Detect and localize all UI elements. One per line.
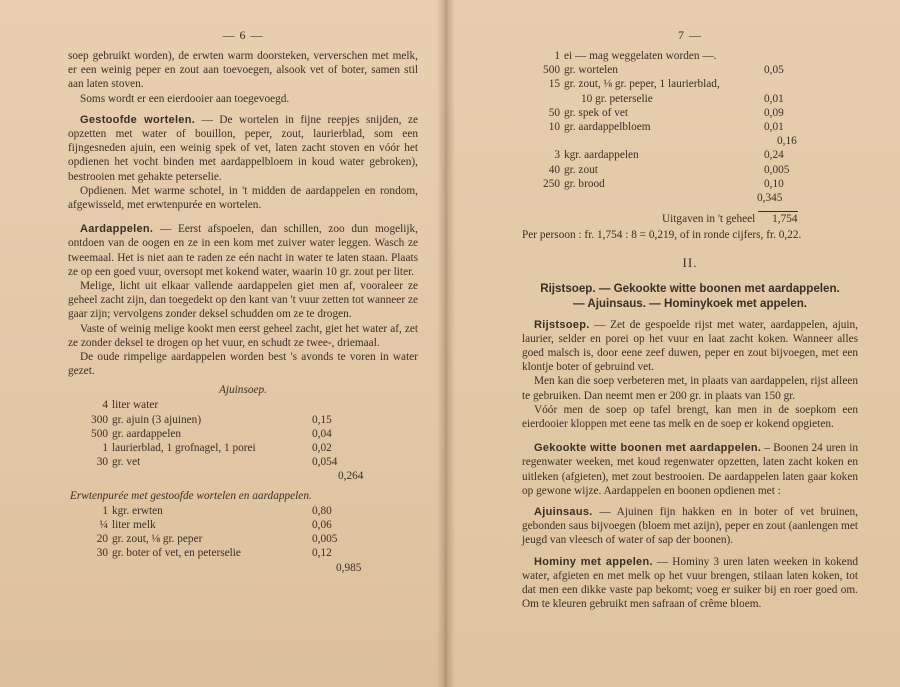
ingredient-row — [78, 427, 337, 441]
ingredient-name: laurierblad, 1 grofnagel, 1 porei — [112, 442, 256, 455]
ingredient-price: 0,054 — [312, 456, 338, 469]
ajuinsoep-total: 0,264 — [338, 470, 364, 483]
section-title-line-1: Rijstsoep. — Gekookte witte boonen met aardappelen. — [540, 281, 840, 295]
ingredient-row — [78, 546, 337, 560]
ingredient-quantity: 250 — [543, 177, 560, 190]
ingredient-row — [530, 106, 784, 120]
ingredient-name: liter melk — [112, 518, 156, 531]
section-title-line-2: — Ajuinsaus. — Hominykoek met appelen. — [572, 296, 808, 310]
ingredient-quantity: 1 — [554, 50, 560, 62]
aardappelen-paragraph-2: Melige, licht uit elkaar vallende aardappelen giet men af, vooraleer ze geheel zacht zijn, dan toegedekt op den kant van 't vuur zetten tot wanneer ze gaar zijn; vervolgens zonder deksel schudden om ze te drogen. — [68, 280, 418, 321]
ingredient-name: gr. boter of vet, en peterselie — [112, 547, 241, 560]
uitgaven-line — [522, 211, 858, 226]
ingredient-quantity: 500 — [91, 427, 108, 440]
aardappelen-heading: Aardappelen. — [80, 223, 154, 236]
ingredient-quantity: 10 — [548, 121, 560, 134]
intro-note: Soms wordt er een eierdooier aan toegevoegd. — [80, 92, 290, 105]
ingredient-quantity: 500 — [543, 64, 560, 77]
ingredient-row — [530, 77, 784, 91]
ingredient-name: liter water — [112, 399, 159, 412]
ingredient-quantity: ¼ — [99, 518, 108, 531]
rijstsoep-paragraph-3: Vóór men de soep op tafel brengt, kan men in de soepkom een eierdooier kloppen met eene tas melk en de soep er kokend opgieten. — [522, 403, 858, 431]
ingredient-price: 0,09 — [764, 106, 784, 119]
ajuinsaus-paragraph: Ajuinsaus. — Ajuinen fijn hakken en in boter of vet bruinen, gebonden saus bijvoegen (bloem met azijn), peper en zout (aanlengen met jeugd van vleesch of water of sap der boonen). — [522, 506, 858, 547]
ingredient-row — [78, 504, 337, 518]
ingredient-price: 0,01 — [764, 121, 784, 134]
wortelen-paragraph: Gestoofde wortelen. — De wortelen in fijne reepjes snijden, ze opzetten met water of bouillon, peper, zout, laurierblad, som een fijngesneden ajuin, een weinig spek of vet, laten zacht stoven en vóór het opdienen het vocht binden met aardappelbloem in koud water gebroken), bestrooien met gehakte peterselie. — [68, 113, 418, 183]
ingredient-row — [78, 518, 337, 532]
ingredient-price: 0,15 — [312, 413, 332, 426]
ingredient-row — [530, 63, 784, 77]
ingredient-price: 0,005 — [312, 533, 338, 546]
ingredient-name: ei — mag weggelaten worden —. — [564, 50, 717, 62]
ingredient-quantity: 30 — [96, 547, 108, 560]
puree-title: Erwtenpurée met gestoofde wortelen en aardappelen. — [70, 489, 312, 502]
ingredient-quantity: 40 — [548, 163, 560, 176]
ingredient-name: gr. aardappelen — [112, 427, 182, 440]
ingredient-row — [78, 532, 337, 546]
ingredient-name: kgr. aardappelen — [564, 149, 639, 162]
ingredient-name: gr. vet — [112, 456, 141, 469]
ingredient-name: gr. wortelen — [564, 64, 618, 77]
ingredient-name: gr. spek of vet — [564, 106, 629, 119]
ingredient-name: gr. zout, ⅛ gr. peper, 1 laurierblad, — [564, 78, 720, 91]
page-number: — 6 — — [222, 28, 264, 42]
rijstsoep-paragraph: Rijstsoep. — Zet de gespoelde rijst met water, aardappelen, ajuin, laurier, selder en porei op het vuur en laat zacht koken. Wanneer alles goed malsch is, door eene zeef duwen, peper en zout bijvoegen, met een klontje boter of gebruind vet. — [522, 318, 858, 374]
ingredient-price — [764, 49, 784, 63]
wortelen-serving: Opdienen. Met warme schotel, in 't midden de aardappelen en rondom, afgewisseld, met erwtenpurée en wortelen. — [68, 184, 418, 212]
ingredient-quantity: 1 — [102, 442, 108, 455]
ingredient-row — [530, 120, 784, 134]
ingredient-row — [78, 398, 337, 412]
ingredient-price: 0,01 — [764, 92, 784, 105]
ingredient-row — [530, 148, 789, 162]
left-page — [0, 0, 446, 687]
ingredient-price: 0,02 — [312, 442, 332, 455]
ajuinsaus-heading: Ajuinsaus. — [534, 506, 593, 519]
puree-total: 0,985 — [336, 561, 362, 574]
ingredient-name: gr. zout — [564, 163, 598, 176]
aardappelen-paragraph-4: De oude rimpelige aardappelen worden best 's avonds te voren in water gezet. — [68, 351, 418, 378]
ingredient-name: gr. ajuin (3 ajuinen) — [112, 413, 202, 426]
ingredient-price: 0,005 — [764, 163, 790, 176]
puree-table — [78, 504, 337, 561]
rijstsoep-heading: Rijstsoep. — [534, 318, 590, 331]
page-number: 7 — — [678, 28, 702, 42]
subtotal-2: 0,345 — [757, 192, 783, 205]
ingredient-quantity: 50 — [548, 106, 560, 119]
ingredient-row — [530, 49, 784, 63]
ingredient-price — [764, 77, 784, 91]
ingredient-name: kgr. erwten — [112, 504, 163, 517]
hominy-paragraph: Hominy met appelen. — Hominy 3 uren laten weeken in kokend water, afgieten en met melk op het vuur brengen, stilaan laten koken, tot dat men een dikke vaste pap bekomt; voeg er suiker bij en roer goed om. Om te kleuren gebruikt men safraan of crême bloem. — [522, 555, 858, 611]
rijstsoep-paragraph-2: Men kan die soep verbeteren met, in plaats van aardappelen, rijst alleen te gebruiken. Dan neemt men er 200 gr. in plaats van 150 gr. — [522, 375, 858, 402]
ajuinsoep-title: Ajuinsoep. — [218, 384, 267, 397]
ingredient-price: 0,80 — [312, 504, 332, 517]
ajuinsoep-table — [78, 398, 337, 469]
ingredient-quantity: 20 — [96, 533, 108, 546]
ingredient-row — [78, 441, 337, 455]
ingredient-row — [530, 163, 789, 177]
ingredient-quantity: 1 — [102, 504, 108, 517]
ingredient-name: gr. brood — [564, 177, 605, 190]
ingredient-quantity: 30 — [96, 456, 108, 469]
ingredients-table-2 — [530, 148, 789, 191]
ingredient-quantity: 15 — [548, 78, 560, 91]
ingredient-name: gr. aardappelbloem — [564, 121, 651, 134]
uitgaven-value: 1,754 — [758, 211, 797, 226]
section-number: II. — [682, 254, 698, 270]
intro-text: soep gebruikt worden), de erwten warm doorsteken, ververschen met melk, er een weinig peper en zout aan toevoegen, alsook vet of boter, samen stil aan laten stoven. — [68, 50, 418, 91]
ingredient-name: 10 gr. peterselie — [564, 92, 653, 105]
ingredient-row — [530, 92, 784, 106]
ingredient-price: 0,05 — [764, 64, 784, 77]
aardappelen-paragraph-3: Vaste of weinig melige kookt men eerst geheel zacht, giet het water af, zet ze zonder deksel te drogen op het vuur, en schudt ze twee-, driemaal. — [68, 322, 418, 349]
ingredients-table — [530, 49, 784, 134]
ingredient-price: 0,06 — [312, 518, 332, 531]
book-gutter — [437, 0, 455, 687]
wortelen-heading: Gestoofde wortelen. — [80, 113, 196, 126]
boonen-paragraph: Gekookte witte boonen met aardappelen. – Boonen 24 uren in regenwater weeken, met koud regenwater opzetten, laten zacht koken en uitleken (afgieten), met zout bestrooien. De aardappelen laten gaar koken op gewone wijze. Aardappelen en boonen opdienen met : — [522, 442, 858, 497]
ingredient-price: 0,04 — [312, 427, 332, 440]
ingredient-quantity — [530, 92, 564, 106]
ingredient-name: gr. zout, ⅛ gr. peper — [112, 533, 203, 546]
aardappelen-paragraph: Aardappelen. — Eerst afspoelen, dan schillen, zoo dun mogelijk, ontdoen van de oogen en ze in een kom met zuiver water leggen. Wasch ze tweemaal. Het is niet aan te raden ze eén nacht in water te laten staan. Plaats ze op een goed vuur, oversopt met kokend water, waarin 10 gr. zout per liter. — [68, 223, 418, 278]
subtotal-1: 0,16 — [777, 135, 797, 148]
ingredient-price — [312, 398, 337, 412]
ingredient-row — [78, 455, 337, 469]
ingredient-row — [530, 177, 789, 191]
ingredient-price: 0,24 — [764, 149, 784, 162]
ingredient-quantity: 300 — [91, 413, 108, 426]
uitgaven-label: Uitgaven in 't geheel — [662, 213, 756, 226]
boonen-heading: Gekookte witte boonen met aardappelen. — [534, 442, 762, 455]
per-persoon: Per persoon : fr. 1,754 : 8 = 0,219, of in ronde cijfers, fr. 0,22. — [522, 229, 802, 242]
ingredient-price: 0,12 — [312, 547, 332, 560]
ingredient-price: 0,10 — [764, 177, 784, 190]
ingredient-quantity: 4 — [102, 399, 108, 412]
right-page — [446, 0, 900, 687]
hominy-heading: Hominy met appelen. — [534, 555, 653, 568]
ingredient-row — [78, 413, 337, 427]
ingredient-quantity: 3 — [554, 149, 560, 162]
